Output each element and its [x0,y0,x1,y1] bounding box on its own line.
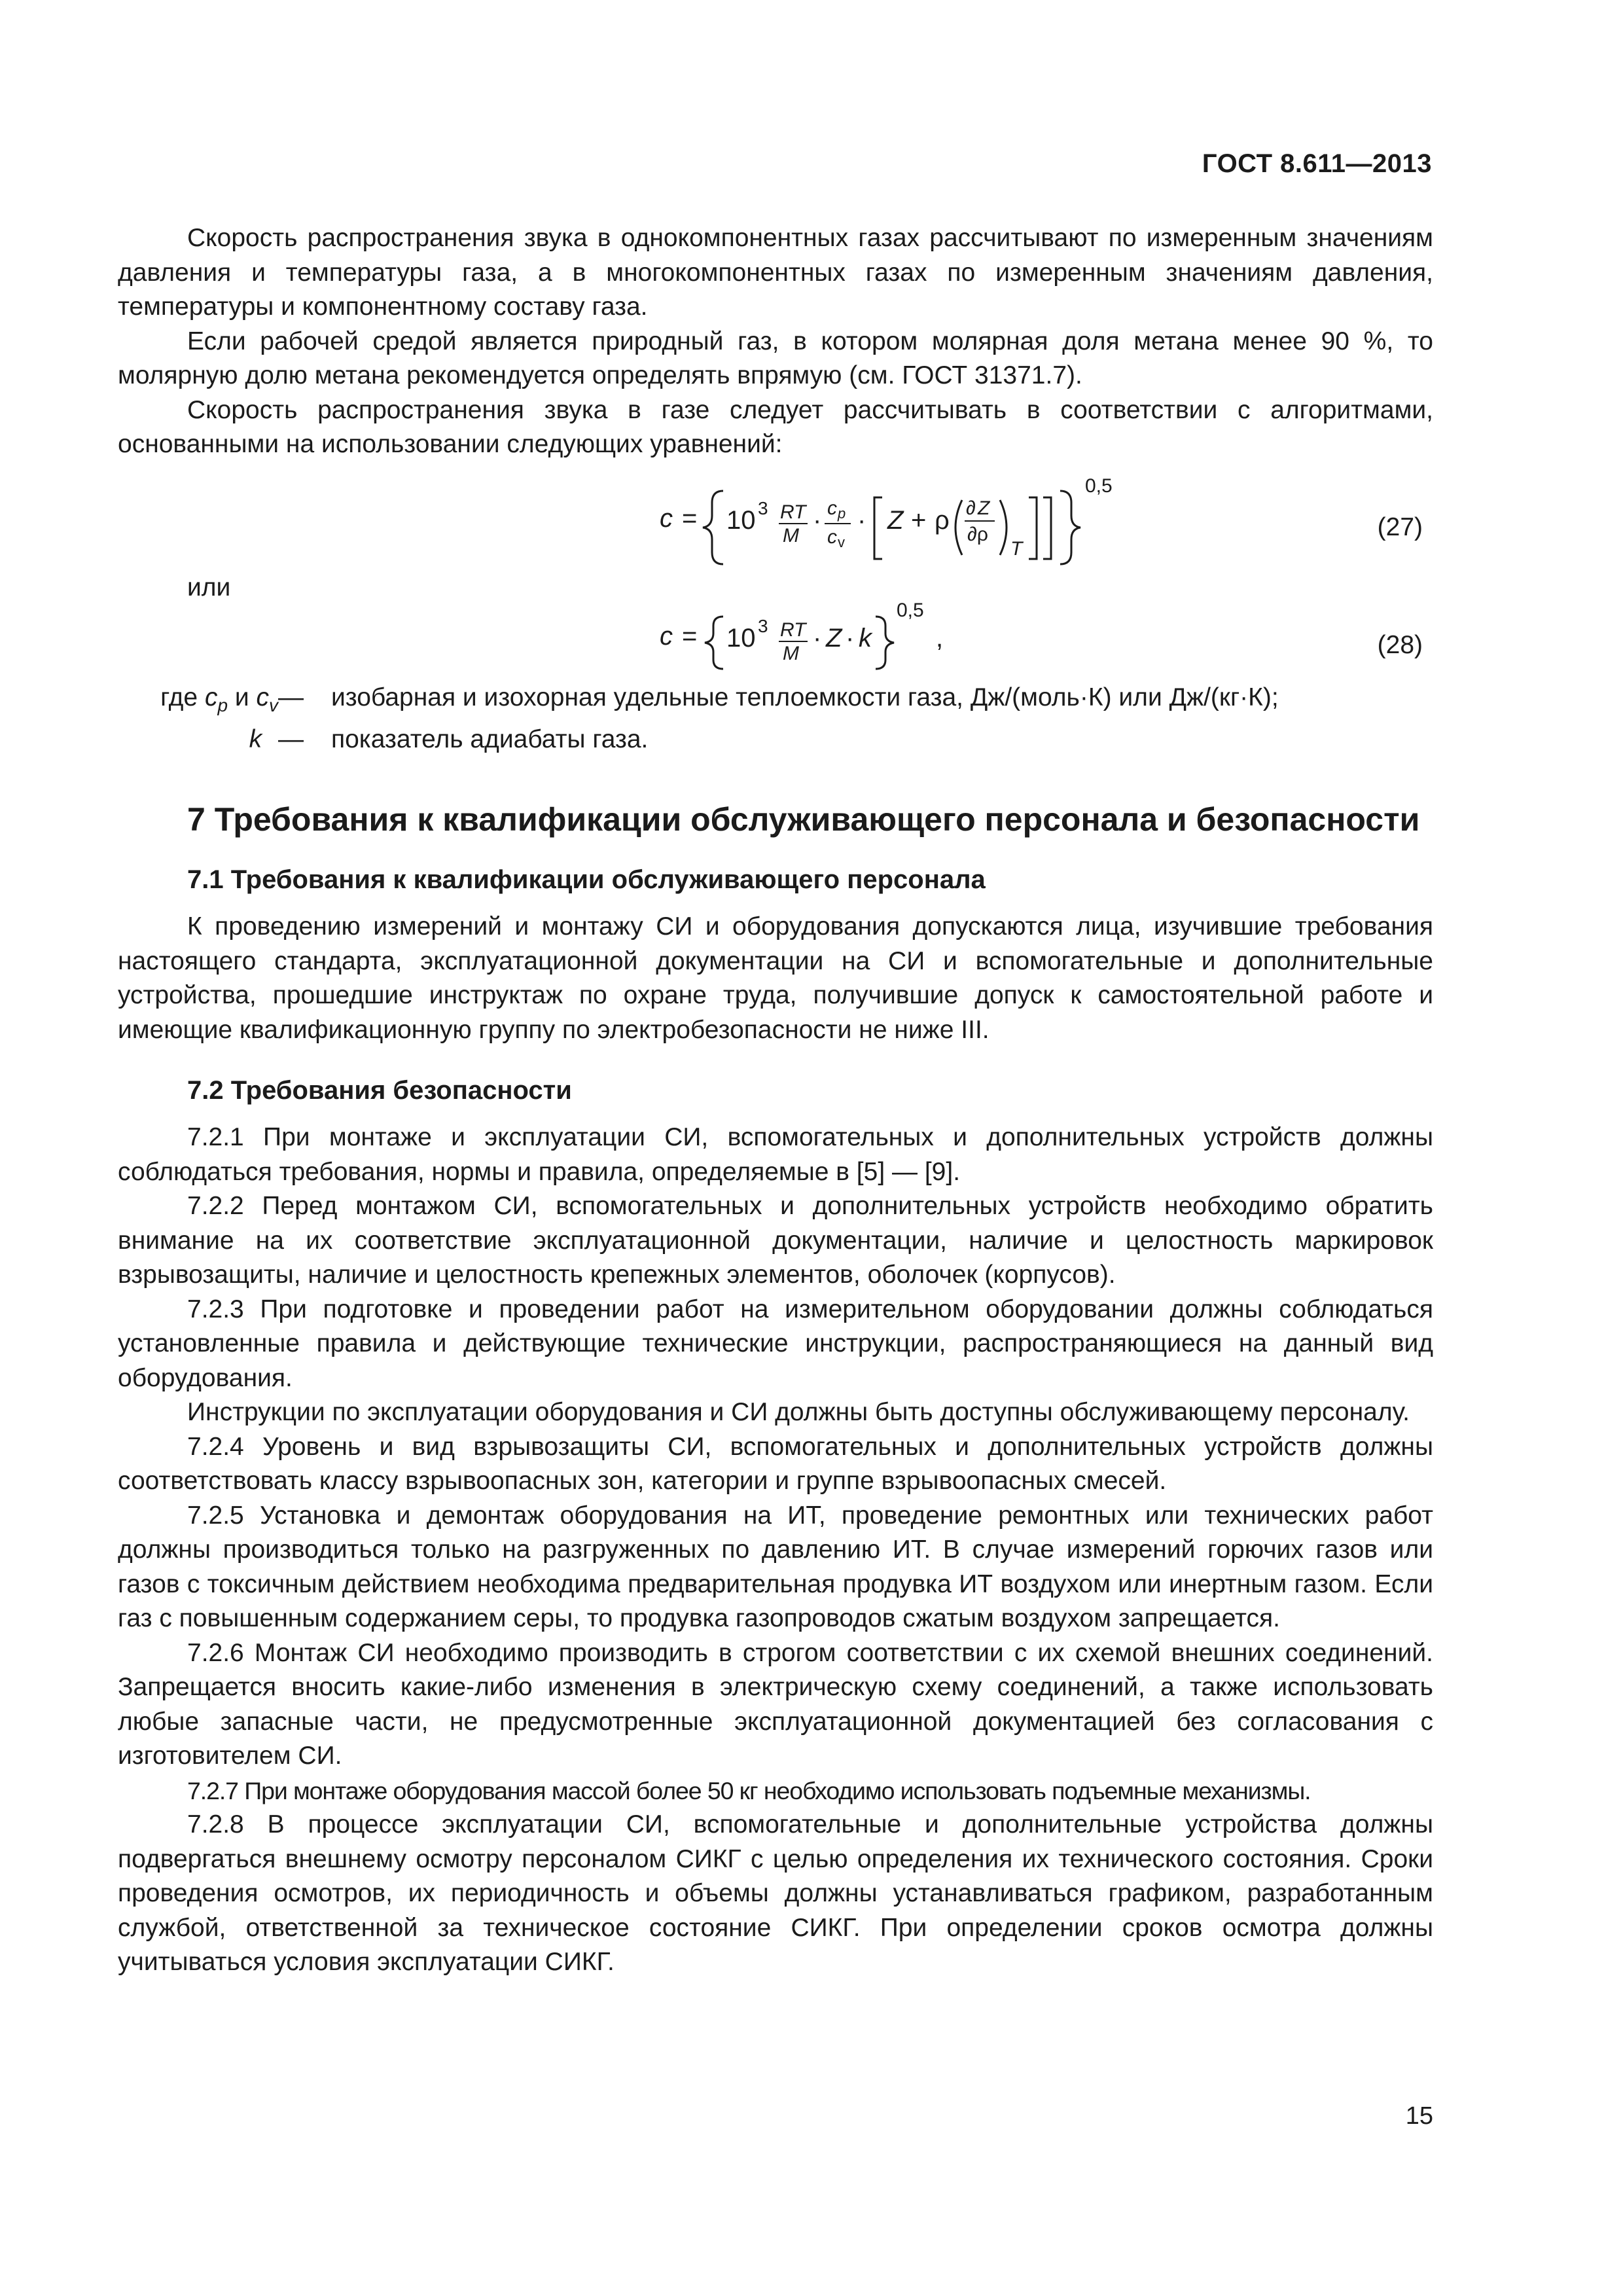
svg-text:M: M [783,524,799,547]
page-body [118,221,1433,1980]
paragraph: 7.2.8 В процессе эксплуатации СИ, вспомогательные и дополнительные устройства должны подвергаться внешнему осмотру персоналом СИКГ с целью определения их технического состояния. Сроки проведения осмотров, их периодичность и объемы должны устанавливаться графиком, разработанным службой, ответственной за техническое состояние СИКГ. При определении сроков осмотра должны учитываться условия эксплуатации СИКГ. [118,1810,1433,1977]
variable-definitions [118,681,1433,757]
formula-27-graphic [118,471,1433,569]
svg-text:Z: Z [826,623,842,653]
formula-27 [118,471,1433,569]
svg-text:c: c [827,526,837,548]
svg-text:·: · [813,623,822,653]
paragraph: Скорость распространения звука в однокомпонентных газах рассчитывают по измеренным значениям давления и температуры газа, а в многокомпонентных газах по измеренным значениям давления, температуры и компонентному составу газа. [118,224,1433,321]
formula-27-exponent: 0,5 [1085,475,1113,497]
equation-number-28: (28) [1377,630,1423,659]
definition-row [118,681,1433,723]
subsection-7-2-title: 7.2 Требования безопасности [187,1076,572,1105]
svg-text:=: = [682,503,698,533]
paragraph: 7.2.5 Установка и демонтаж оборудования на ИТ, проведение ремонтных или технических работ должны производиться только на разгруженных по давлению ИТ. В случае измерений горючих газов или газов с токсичным действием необходима предварительная продувка ИТ воздухом или инертным газом. Если газ с повышенным содержанием серы, то продувка газопроводов сжатым воздухом запрещается. [118,1501,1433,1633]
definition-text: показатель адиабаты газа. [331,725,649,753]
formula-28 [118,569,1433,674]
paragraph: 7.2.2 Перед монтажом СИ, вспомогательных и дополнительных устройств необходимо обратить внимание на их соответствие эксплуатационной документации, наличие и целостность маркировок взрывозащиты, наличие и целостность крепежных элементов, оболочек (корпусов). [118,1192,1433,1289]
where-lead: где [160,683,198,711]
svg-text:·: · [857,505,866,535]
paragraph: 7.2.1 При монтаже и эксплуатации СИ, вспомогательных и дополнительных устройств должны соблюдаться требования, нормы и правила, определяемые в [5] — [9]. [118,1123,1433,1186]
paragraph: 7.2.4 Уровень и вид взрывозащиты СИ, вспомогательных и дополнительных устройств должны соответствовать классу взрывоопасных зон, категории и группе взрывоопасных смесей. [118,1432,1433,1496]
svg-text:,: , [936,623,944,653]
svg-text:Z: Z [978,497,990,519]
formula-28-graphic [118,569,1433,674]
paragraph: 7.2.3 При подготовке и проведении работ на измерительном оборудовании должны соблюдаться установленные правила и действующие технические инструкции, распространяющиеся на данный вид оборудования. [118,1295,1433,1392]
formula-28-power: 3 [758,615,768,636]
dash: — [278,725,304,753]
term-symbol: k [249,725,262,753]
svg-text:c: c [827,497,837,519]
formula-28-exponent: 0,5 [897,599,924,621]
svg-text:RT: RT [780,619,806,641]
svg-text:c: c [660,621,673,651]
definition-text: изобарная и изохорная удельные теплоемкости газа, Дж/(моль·К) или Дж/(кг·К); [331,683,1279,711]
formula-28-base: 10 [726,623,756,653]
svg-text:ρ: ρ [935,505,950,535]
svg-text:v: v [838,533,845,550]
svg-text:·: · [813,505,822,535]
page-number: 15 [1405,2102,1433,2130]
svg-text:p: p [838,505,846,522]
svg-text:∂ρ: ∂ρ [967,523,988,545]
paragraph: 7.2.7 При монтаже оборудования массой более 50 кг необходимо использовать подъемные механизмы. [187,1776,1311,1804]
svg-text:c: c [660,503,673,533]
svg-text:=: = [682,621,698,651]
document-standard-header: ГОСТ 8.611—2013 [1202,149,1432,178]
subsection-7-1-title: 7.1 Требования к квалификации обслуживающего персонала [187,865,986,895]
definition-term: где $c_p$ и $c_v—$ [160,683,304,715]
svg-text:M: M [783,642,799,664]
paragraph: Если рабочей средой является природный газ, в котором молярная доля метана менее 90 %, то молярную долю метана рекомендуется определять впрямую (см. ГОСТ 31371.7). [118,327,1433,389]
formula-connector: или [187,573,231,601]
formula-27-power: 3 [758,497,768,518]
dash: — [278,683,304,711]
paragraph: К проведению измерений и монтажу СИ и оборудования допускаются лица, изучившие требования настоящего стандарта, эксплуатационной документации на СИ и вспомогательные и дополнительные устройства, прошедшие инструктаж по охране труда, получившие допуск к самостоятельной работе и имеющие квалификационную группу по электробезопасности не ниже III. [118,912,1433,1044]
definition-row [118,723,1433,757]
paragraph: 7.2.6 Монтаж СИ необходимо производить в строгом соответствии с их схемой внешних соединений. Запрещается вносить какие-либо изменения в электрическую схему соединений, а также использовать любые запасные части, не предусмотренные эксплуатационной документацией без согласования с изготовителем СИ. [118,1638,1433,1770]
definition-term [118,723,304,757]
formula-27-base: 10 [726,505,756,535]
section-7-title: 7 Требования к квалификации обслуживающего персонала и безопасности [187,801,1420,838]
equation-number-27: (27) [1377,512,1423,541]
svg-text:T: T [1010,537,1023,560]
paragraph: Инструкции по эксплуатации оборудования и СИ должны быть доступны обслуживающему персоналу. [187,1398,1410,1427]
svg-text:+: + [911,505,927,535]
svg-text:Z: Z [887,505,904,535]
svg-text:k: k [859,623,872,653]
term-and: и [234,683,249,711]
svg-text:RT: RT [780,501,806,523]
svg-text:·: · [846,623,855,653]
svg-text:∂: ∂ [966,497,976,519]
paragraph: Скорость распространения звука в газе следует рассчитывать в соответствии с алгоритмами, основанными на использовании следующих уравнений: [118,395,1433,458]
